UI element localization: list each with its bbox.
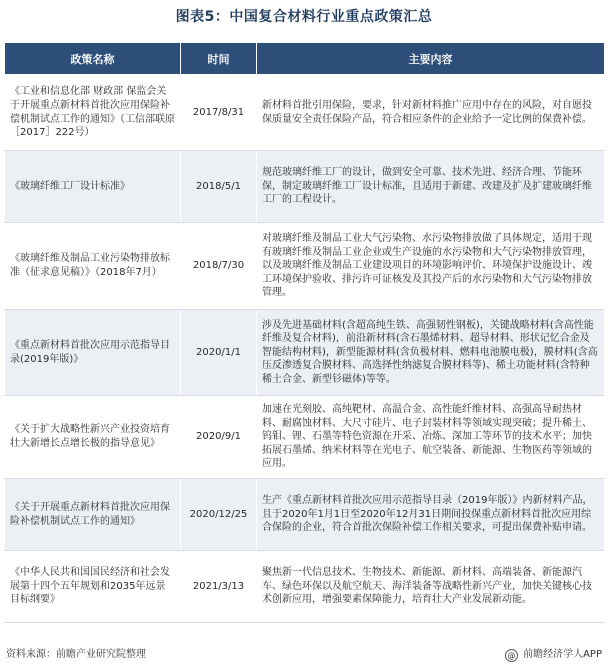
table-row <box>5 223 605 310</box>
policy-time: 2020/12/25 <box>181 479 257 551</box>
policy-content: 新材料首批引用保险，要求，针对新材料推广应用中存在的风险，对自愿投保质量安全责任保险产品，符合相应条件的企业给予一定比例的保费补偿。 <box>257 75 605 151</box>
policy-content: 涉及先进基础材料(含超高纯生铁、高强韧性钢板)，关键战略材料(含高性能纤维及复合材料)，前沿新材料(含石墨烯材料、超导材料、形状记忆合金及智能结构材料)，新型能源材料(含负极材料、燃料电池膜电极)，膜材料(含高压反渗透复合膜材料、高选择性纳滤复合膜材料等)、稀土功能材料(含特种稀土合金、新型钐磁体)等等。 <box>257 310 605 396</box>
policy-content: 聚焦新一代信息技术、生物技术、新能源、新材料、高端装备、新能源汽车、绿色环保以及航空航天、海洋装备等战略性新兴产业，加快关键核心技术创新应用，增强要素保障能力，培育壮大产业发展新动能。 <box>257 551 605 623</box>
policy-content: 对玻璃纤维及制品工业大气污染物、水污染物排放做了具体规定，适用于现有玻璃纤维及制品工业企业或生产设施的水污染物和大气污染物排放管理，以及玻璃纤维及制品工业建设项目的环境影响评价、环境保护设施设计、竣工环境保护验收、排污许可证核发及其投产后的水污染物和大气污染物排放管理。 <box>257 223 605 310</box>
policy-name: 《中华人民共和国国民经济和社会发展第十四个五年规划和2035年远景目标纲要》 <box>5 551 181 623</box>
column-header-content: 主要内容 <box>257 43 605 75</box>
table-row <box>5 479 605 551</box>
table-row <box>5 310 605 396</box>
policy-name: 《玻璃纤维及制品工业污染物排放标准（征求意见稿）》（2018年7月） <box>5 223 181 310</box>
policy-time: 2018/7/30 <box>181 223 257 310</box>
policy-time: 2018/5/1 <box>181 151 257 223</box>
policy-content: 规范玻璃纤维工厂的设计，做到安全可靠、技术先进、经济合理、节能环保，制定玻璃纤维工厂设计标准，且适用于新建、改建及扩及扩建玻璃纤维工厂的工程设计。 <box>257 151 605 223</box>
copyright-icon: @ <box>505 649 518 662</box>
policy-name: 《工业和信息化部 财政部 保监会关于开展重点新材料首批次应用保险补偿机制试点工作的通知》（工信部联原［2017］222号） <box>5 75 181 151</box>
table-row <box>5 75 605 151</box>
policy-time: 2017/8/31 <box>181 75 257 151</box>
policy-name: 《重点新材料首批次应用示范指导目录(2019年版)》 <box>5 310 181 396</box>
policy-content: 加速在光刻胶、高纯靶材、高温合金、高性能纤维材料、高强高导耐热材料、耐腐蚀材料、大尺寸硅片、电子封装材料等领域实现突破；提升稀土、钨钼、锂、石墨等特色资源在开采、冶炼、深加工等环节的技术水平；加快拓展石墨烯、纳米材料等在光电子、航空装备、新能源、生物医药等领域的应用。 <box>257 396 605 479</box>
table-row <box>5 396 605 479</box>
policy-time: 2020/1/1 <box>181 310 257 396</box>
policy-name: 《关于扩大战略性新兴产业投资培育壮大新增长点增长极的指导意见》 <box>5 396 181 479</box>
policy-time: 2021/3/13 <box>181 551 257 623</box>
policy-name: 《关于开展重点新材料首批次应用保险补偿机制试点工作的通知》 <box>5 479 181 551</box>
table-header-row <box>5 43 605 75</box>
policy-name: 《玻璃纤维工厂设计标准》 <box>5 151 181 223</box>
brand-label: 前瞻经济学人APP <box>523 649 602 660</box>
column-header-time: 时间 <box>181 43 257 75</box>
policy-table <box>4 42 605 623</box>
brand <box>505 645 602 662</box>
column-header-name: 政策名称 <box>5 43 181 75</box>
table-row <box>5 151 605 223</box>
table-row <box>5 551 605 623</box>
source-note: 资料来源：前瞻产业研究院整理 <box>6 649 146 660</box>
footer <box>4 645 604 663</box>
policy-time: 2020/9/1 <box>181 396 257 479</box>
policy-content: 生产《重点新材料首批次应用示范指导目录（2019年版）》内新材料产品，且于2020年1月1日至2020年12月31日期间投保重点新材料首批次应用综合保险的企业，符合首批次保险补偿工作相关要求，可提出保费补贴申请。 <box>257 479 605 551</box>
page-title: 图表5：中国复合材料行业重点政策汇总 <box>175 9 433 25</box>
